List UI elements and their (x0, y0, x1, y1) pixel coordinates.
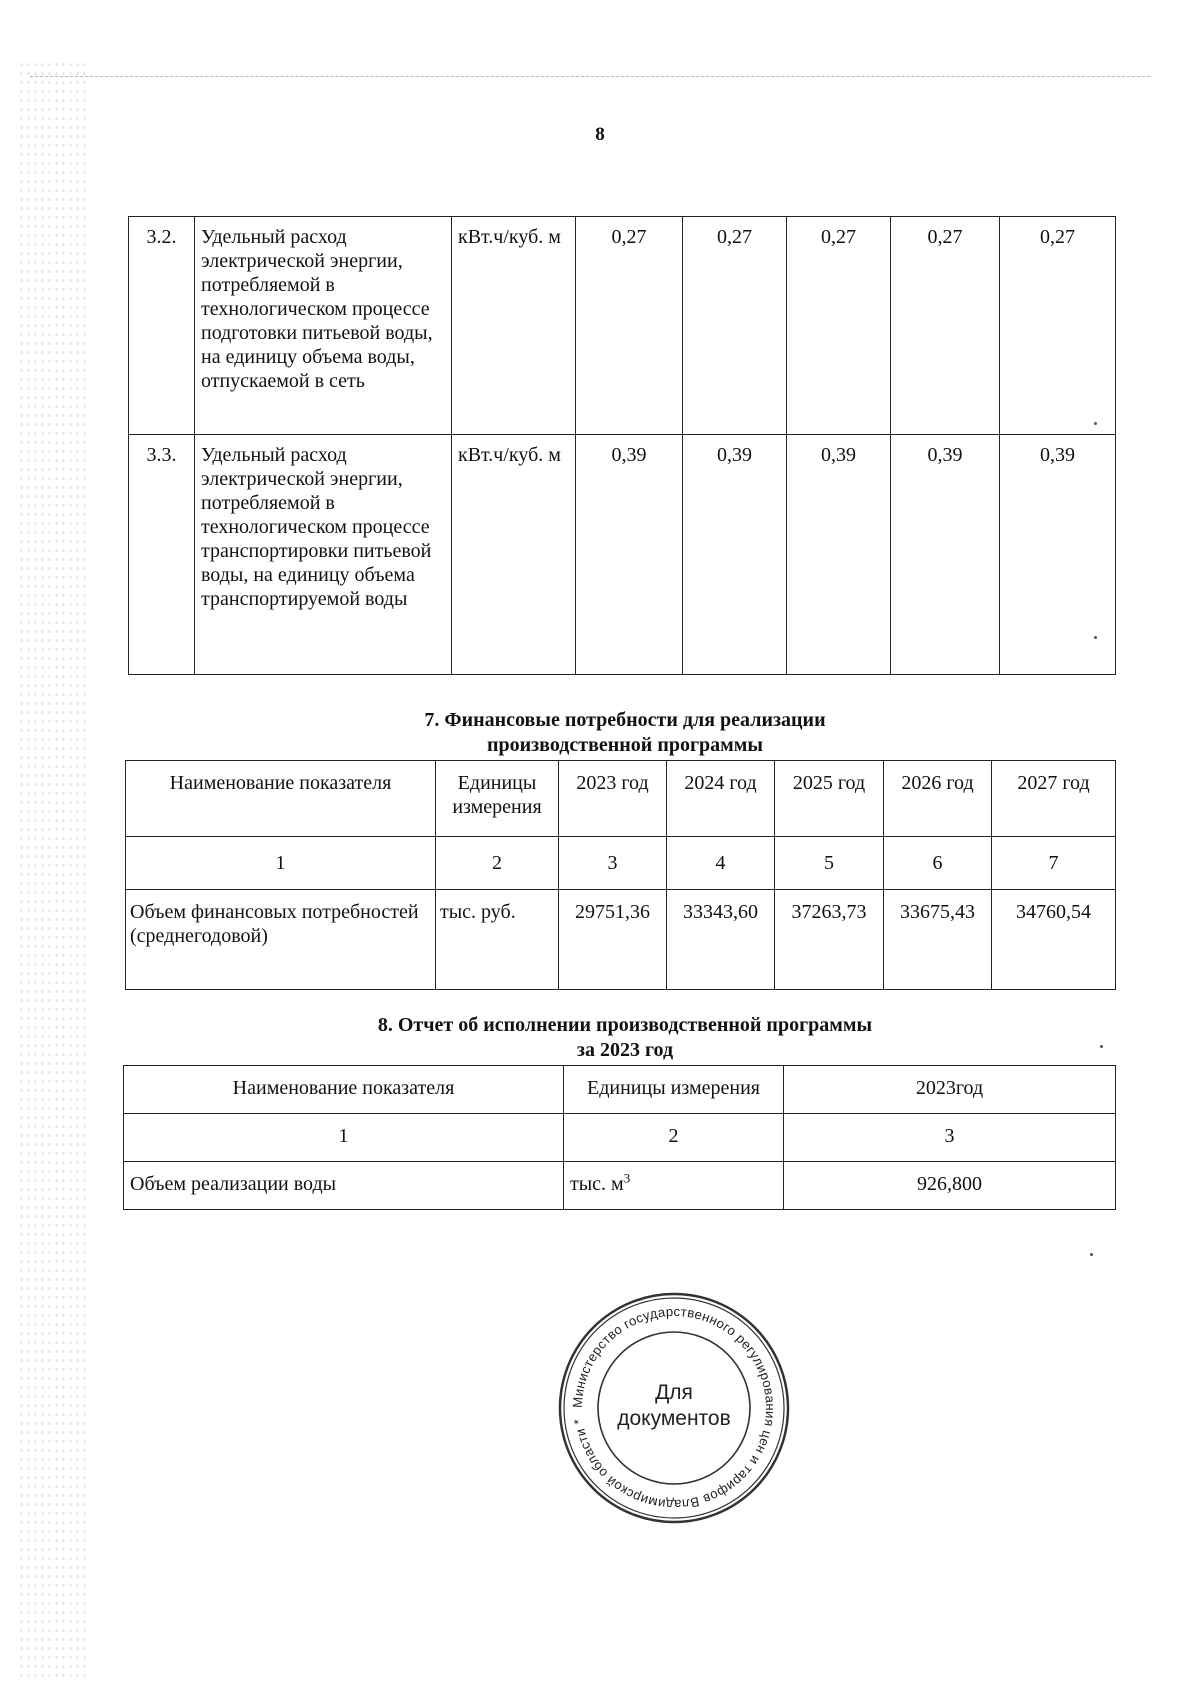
scan-artifact-line (30, 76, 1150, 77)
index-cell: 1 (126, 837, 436, 890)
value-cell: 0,39 (683, 435, 787, 675)
value-cell: 0,39 (787, 435, 891, 675)
header-cell: 2027 год (992, 761, 1116, 837)
value-cell: 0,39 (891, 435, 1000, 675)
value-cell: 33343,60 (667, 890, 775, 990)
value-cell: 0,27 (576, 217, 683, 435)
table-row (124, 1162, 1116, 1210)
scan-speck (1090, 1253, 1093, 1256)
index-row (124, 1114, 1116, 1162)
header-cell: Единицы измерения (564, 1066, 784, 1114)
section-8-title-line1: 8. Отчет об исполнении производственной программы (377, 1014, 873, 1036)
row-unit: кВт.ч/куб. м (452, 217, 576, 435)
section-7-title-line1: 7. Финансовые потребности для реализации (424, 709, 826, 731)
header-cell: 2025 год (775, 761, 884, 837)
scan-noise (18, 60, 88, 1680)
section-7-title (0, 708, 1200, 758)
row-name: Объем финансовых потребностей (среднегодовой) (126, 890, 436, 990)
value-cell: 0,27 (787, 217, 891, 435)
value-cell: 0,27 (891, 217, 1000, 435)
value-cell: 34760,54 (992, 890, 1116, 990)
row-unit (564, 1162, 784, 1210)
row-name: Объем реализации воды (124, 1162, 564, 1210)
header-row (124, 1066, 1116, 1114)
value-cell: 0,27 (1000, 217, 1116, 435)
stamp-center-line2: документов (617, 1407, 731, 1430)
index-cell: 1 (124, 1114, 564, 1162)
stamp-center-line1: Для (655, 1381, 693, 1404)
index-cell: 5 (775, 837, 884, 890)
row-code: 3.2. (129, 217, 195, 435)
value-cell: 37263,73 (775, 890, 884, 990)
value-cell: 29751,36 (559, 890, 667, 990)
unit-text: тыс. м (570, 1173, 624, 1195)
section-7-title-line2: производственной программы (486, 734, 764, 756)
index-cell: 4 (667, 837, 775, 890)
value-cell: 0,27 (683, 217, 787, 435)
unit-superscript: 3 (623, 1170, 631, 1186)
official-stamp (556, 1290, 792, 1526)
table-row (129, 217, 1116, 435)
index-cell: 2 (436, 837, 559, 890)
header-cell: 2023год (784, 1066, 1116, 1114)
stamp-center-text (556, 1380, 792, 1432)
row-code: 3.3. (129, 435, 195, 675)
page-number: 8 (595, 124, 605, 145)
row-unit: тыс. руб. (436, 890, 559, 990)
index-cell: 6 (884, 837, 992, 890)
financial-needs-table (125, 760, 1116, 990)
scan-speck (1100, 1045, 1103, 1048)
row-name: Удельный расход электрической энергии, потребляемой в технологическом процессе транспортировки питьевой воды, на единицу объема транспортируемой воды (195, 435, 452, 675)
header-cell: 2023 год (559, 761, 667, 837)
index-cell: 2 (564, 1114, 784, 1162)
indicators-table (128, 216, 1116, 675)
value-cell: 926,800 (784, 1162, 1116, 1210)
value-cell: 0,39 (1000, 435, 1116, 675)
header-row (126, 761, 1116, 837)
section-8-title-line2: за 2023 год (576, 1039, 674, 1061)
index-cell: 7 (992, 837, 1116, 890)
row-name: Удельный расход электрической энергии, потребляемой в технологическом процессе подготовки питьевой воды, на единицу объема воды, отпускаемой в сеть (195, 217, 452, 435)
stamp-ring-text: Министерство государственного регулирования цен и тарифов Владимирской области * (569, 1303, 779, 1513)
index-cell: 3 (559, 837, 667, 890)
value-cell: 33675,43 (884, 890, 992, 990)
report-table (123, 1065, 1116, 1210)
header-cell: Наименование показателя (126, 761, 436, 837)
table-row (129, 435, 1116, 675)
section-8-title (0, 1013, 1200, 1063)
header-cell: Единицы измерения (436, 761, 559, 837)
scan-speck (1094, 636, 1097, 639)
value-cell: 0,39 (576, 435, 683, 675)
header-cell: Наименование показателя (124, 1066, 564, 1114)
row-unit: кВт.ч/куб. м (452, 435, 576, 675)
index-row (126, 837, 1116, 890)
scan-speck (1094, 422, 1097, 425)
header-cell: 2026 год (884, 761, 992, 837)
header-cell: 2024 год (667, 761, 775, 837)
index-cell: 3 (784, 1114, 1116, 1162)
table-row (126, 890, 1116, 990)
